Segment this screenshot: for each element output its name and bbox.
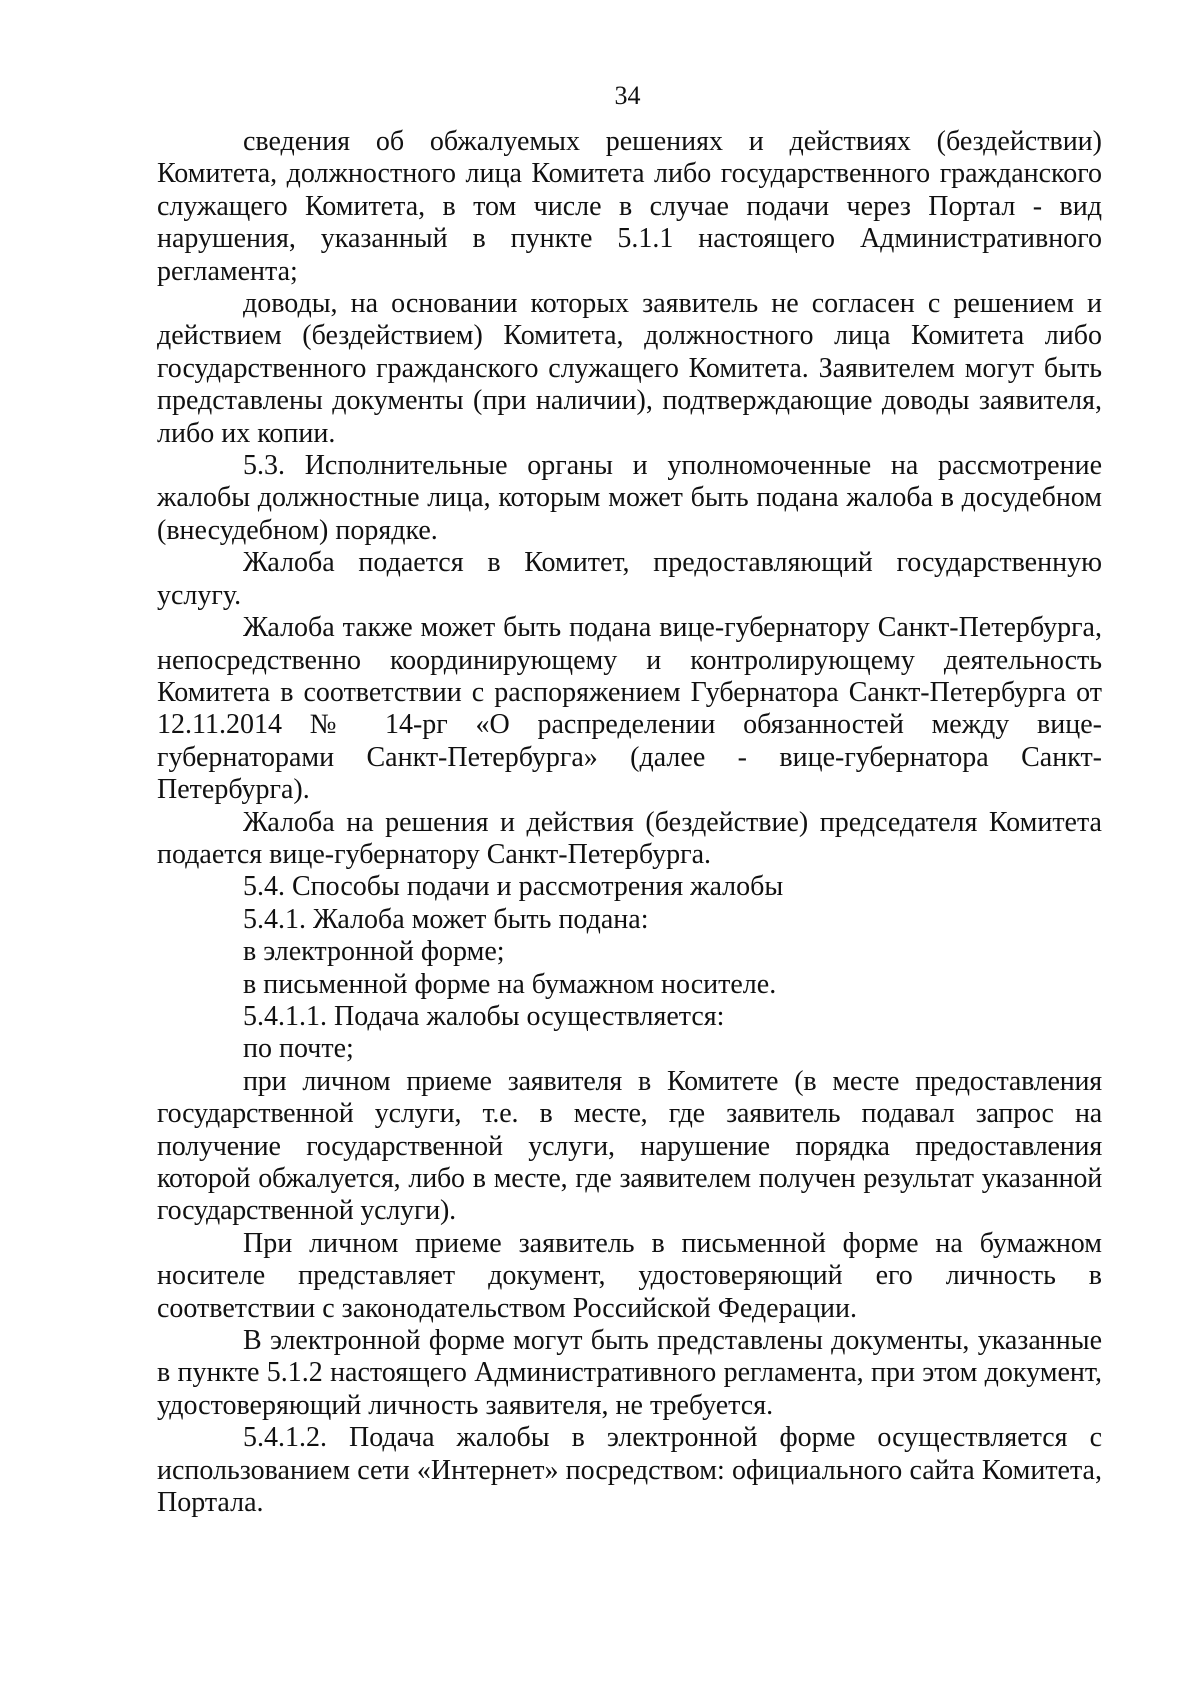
paragraph-chairman-complaint: Жалоба на решения и действия (бездействие) председателя Комитета подается вице-губернатору Санкт-Петербурга. (157, 806, 1102, 870)
page-number: 34 (614, 81, 641, 110)
paragraph-paper-form: в письменной форме на бумажном носителе. (243, 968, 777, 1000)
paragraph-section-5-3: 5.3. Исполнительные органы и уполномоченные на рассмотрение жалобы должностные лица, которым может быть подана жалоба в досудебном (внесудебном) порядке. (157, 450, 1102, 546)
paragraph-appealed-decisions: сведения об обжалуемых решениях и действиях (бездействии) Комитета, должностного лица Комитета либо государственного гражданского служащего Комитета, в том числе в случае подачи через Портал - вид нарушения, указанный в пункте 5.1.1 настоящего Административного регламента; (157, 126, 1102, 287)
paragraph-arguments: доводы, на основании которых заявитель не согласен с решением и действием (бездействием) Комитета, должностного лица Комитета либо государственного гражданского служащего Комитета. Заявителем могут быть представлены документы (при наличии), подтверждающие доводы заявителя, либо их копии. (157, 288, 1102, 449)
paragraph-by-mail: по почте; (243, 1033, 354, 1065)
paragraph-complaint-to-committee: Жалоба подается в Комитет, предоставляющий государственную услугу. (157, 547, 1102, 611)
paragraph-identity-document: При личном приеме заявитель в письменной форме на бумажном носителе представляет документ, удостоверяющий его личность в соответствии с законодательством Российской Федерации. (157, 1227, 1102, 1324)
paragraph-section-5-4-1-1: 5.4.1.1. Подача жалобы осуществляется: (243, 1000, 725, 1032)
paragraph-personal-reception: при личном приеме заявителя в Комитете (в месте предоставления государственной услуги, т.е. в месте, где заявитель подавал запрос на получение государственной услуги, нарушение порядка предоставления которой обжалуется, либо в месте, где заявителем получен результат указанной государственной услуги). (157, 1065, 1102, 1227)
paragraph-electronic-documents: В электронной форме могут быть представлены документы, указанные в пункте 5.1.2 настоящего Административного регламента, при этом документ, удостоверяющий личность заявителя, не требуется. (157, 1325, 1102, 1421)
paragraph-vice-governor: Жалоба также может быть подана вице-губернатору Санкт-Петербурга, непосредственно координирующему и контролирующему деятельность Комитета в соответствии с распоряжением Губернатора Санкт-Петербурга от 12.11.2014 № 14-рг «О распределении обязанностей между вице-губернаторами Санкт-Петербурга» (далее - вице-губернатора Санкт-Петербурга). (157, 612, 1102, 806)
paragraph-section-5-4-1-2: 5.4.1.2. Подача жалобы в электронной форме осуществляется с использованием сети «Интернет» посредством: официального сайта Комитета, Портала. (157, 1422, 1102, 1519)
document-body (157, 126, 1102, 1519)
paragraph-electronic-form: в электронной форме; (243, 936, 505, 968)
paragraph-section-5-4: 5.4. Способы подачи и рассмотрения жалобы (243, 871, 784, 903)
paragraph-section-5-4-1: 5.4.1. Жалоба может быть подана: (243, 903, 649, 935)
